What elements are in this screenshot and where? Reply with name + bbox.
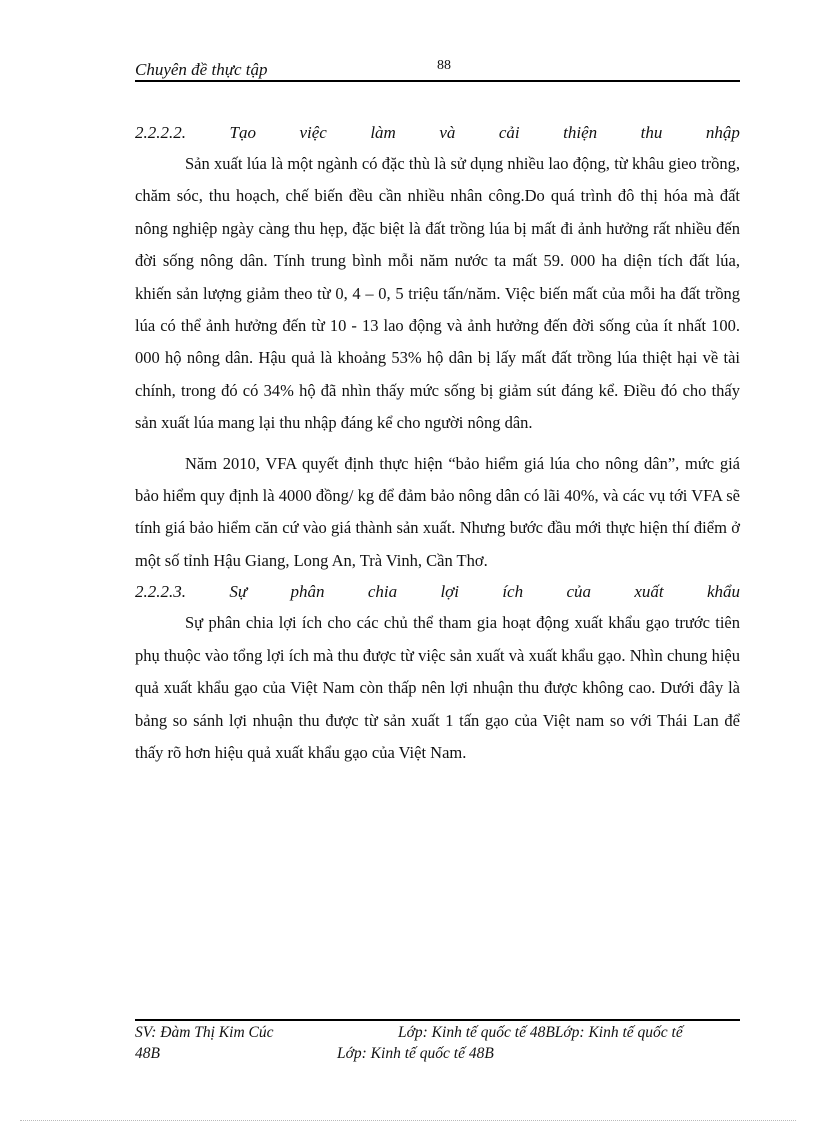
heading-word: và [439,123,456,142]
heading-word: thiện [563,123,598,142]
heading-word: phân [290,582,325,602]
header-title: Chuyên đề thực tập [135,60,268,79]
page-body [135,118,740,769]
heading-word: việc [299,123,327,142]
footer-rule [135,1019,740,1021]
heading-word: xuất [634,582,664,602]
page-footer [135,1024,760,1066]
footer-class: Lớp: Kinh tế quốc tế 48BLớp: Kinh tế quốc tế [398,1024,683,1041]
paragraph: Sự phân chia lợi ích cho các chủ thể tham gia hoạt động xuất khẩu gạo trước tiên phụ thuộc vào tổng lợi ích mà thu được từ việc sản xuất và xuất khẩu gạo. Nhìn chung hiệu quả xuất khẩu gạo của Việt Nam còn thấp nên lợi nhuận thu được không cao. Dưới đây là bảng so sánh lợi nhuận thu được từ sản xuất 1 tấn gạo của Việt nam so với Thái Lan để thấy rõ hơn hiệu quả xuất khẩu gạo của Việt Nam. [135,613,740,762]
footer-class-continuation: 48B [135,1045,160,1062]
heading-word: làm [370,123,396,142]
heading-word: của [566,582,591,602]
heading-word: cải [498,123,520,142]
heading-word: Tạo [229,123,256,142]
footer-student: SV: Đàm Thị Kim Cúc [135,1024,274,1041]
heading-word: lợi [440,582,459,602]
heading-word: ích [502,582,524,602]
heading-word: chia [367,582,398,602]
paragraph: Năm 2010, VFA quyết định thực hiện “bảo hiểm giá lúa cho nông dân”, mức giá bảo hiểm quy định là 4000 đồng/ kg để đảm bảo nông dân có lãi 40%, và các vụ tới VFA sẽ tính giá bảo hiểm căn cứ vào giá thành sản xuất. Nhưng bước đầu mới thực hiện thí điểm ở một số tỉnh Hậu Giang, Long An, Trà Vinh, Cần Thơ. [135,453,740,570]
section-heading-2-2-2-2 [135,118,740,148]
heading-word: nhập [705,123,740,142]
page-number: 88 [437,58,451,73]
heading-word: 2.2.2.3. [135,582,186,602]
page-edge-dots [20,1120,796,1121]
header-rule [135,80,740,82]
paragraph: Sản xuất lúa là một ngành có đặc thù là sử dụng nhiều lao động, từ khâu gieo trồng, chăm sóc, thu hoạch, chế biến đều cần nhiều nhân công.Do quá trình đô thị hóa mà đất nông nghiệp ngày càng thu hẹp, đặc biệt là đất trồng lúa bị mất đi ảnh hưởng rất nhiều đến đời sống nông dân. Tính trung bình mỗi năm nước ta mất 59. 000 ha diện tích đất lúa, khiến sản lượng giảm theo từ 0, 4 – 0, 5 triệu tấn/năm. Việc biến mất của mỗi ha đất trồng lúa có thể ảnh hưởng đến từ 10 - 13 lao động và ảnh hưởng đến đời sống của ít nhất 100. 000 hộ nông dân. Hậu quả là khoảng 53% hộ dân bị lấy mất đất trồng lúa thiệt hại về tài chính, trong đó có 34% hộ đã nhìn thấy mức sống bị giảm sút đáng kể. Điều đó cho thấy sản xuất lúa mang lại thu nhập đáng kể cho người nông dân. [135,154,740,433]
footer-class-repeat: Lớp: Kinh tế quốc tế 48B [337,1045,494,1062]
heading-word: 2.2.2.2. [135,123,186,142]
heading-word: Sự [229,582,248,602]
heading-word: thu [640,123,663,142]
page-header [135,56,740,80]
section-heading-2-2-2-3 [135,577,740,607]
heading-word: khẩu [706,582,740,602]
